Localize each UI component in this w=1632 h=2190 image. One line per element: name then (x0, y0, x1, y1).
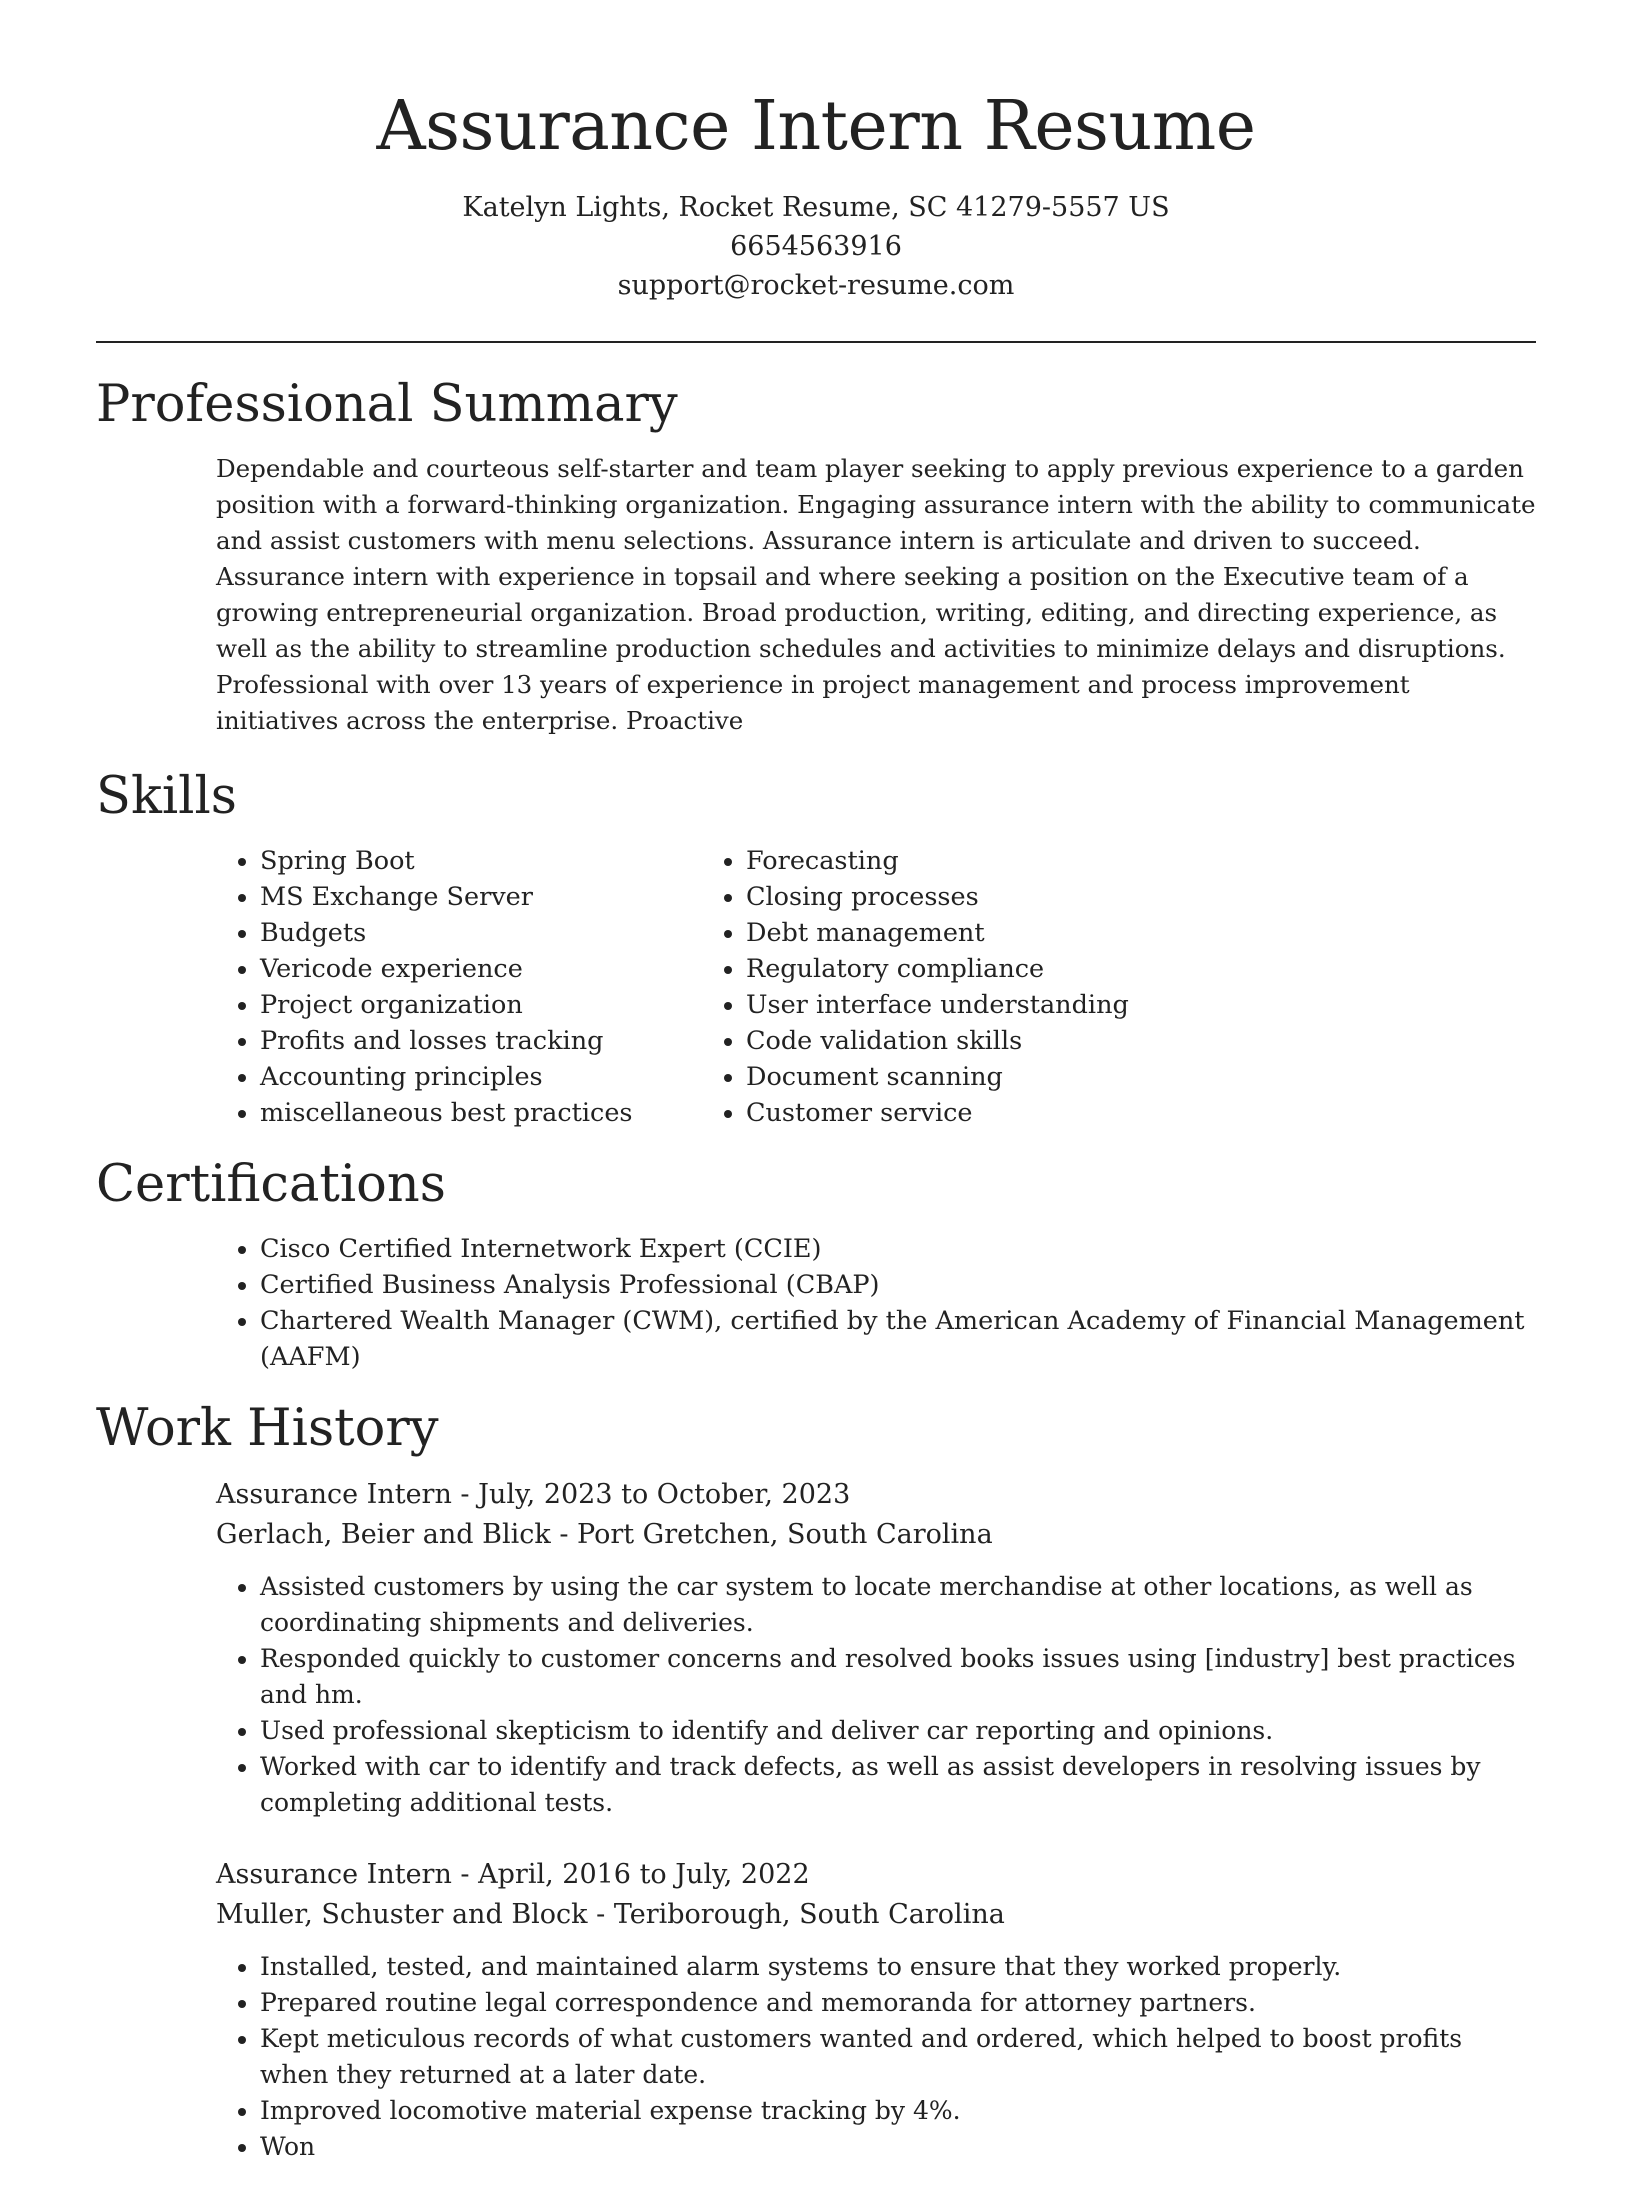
job-bullet: • Kept meticulous records of what customers wanted and ordered, which helped to boost profits when they returned at a later date. (260, 2021, 1536, 2093)
job-bullet: • Assisted customers by using the car system to locate merchandise at other locations, as well as coordinating shipments and deliveries. (260, 1569, 1536, 1641)
skill-item: • Project organization (260, 987, 746, 1023)
certification-item: • Chartered Wealth Manager (CWM), certified by the American Academy of Financial Management (AAFM) (260, 1303, 1536, 1375)
job-bullet: • Installed, tested, and maintained alarm systems to ensure that they worked properly. (260, 1949, 1536, 1985)
skill-item: • Customer service (746, 1095, 1346, 1131)
job-title-line: Assurance Intern - July, 2023 to October, 2023 (216, 1479, 851, 1510)
skill-item: • Regulatory compliance (746, 951, 1346, 987)
job-title-line: Assurance Intern - April, 2016 to July, 2022 (216, 1859, 810, 1890)
job-bullet: • Improved locomotive material expense tracking by 4%. (260, 2093, 1536, 2129)
skill-item: • Forecasting (746, 843, 1346, 879)
skill-item: • Spring Boot (260, 843, 746, 879)
skill-item: • Closing processes (746, 879, 1346, 915)
resume-title: Assurance Intern Resume (376, 87, 1256, 166)
job-bullets (216, 1949, 1536, 2165)
skill-item: • miscellaneous best practices (260, 1095, 746, 1131)
job-company-line: Gerlach, Beier and Blick - Port Gretchen, South Carolina (216, 1519, 993, 1550)
contact-email: support@rocket-resume.com (617, 270, 1015, 301)
skill-item: • Profits and losses tracking (260, 1023, 746, 1059)
job-entry (216, 1855, 1536, 2165)
skill-item: • Document scanning (746, 1059, 1346, 1095)
skill-item: • MS Exchange Server (260, 879, 746, 915)
job-bullets (216, 1569, 1536, 1821)
skills-list (96, 843, 1536, 1131)
header-divider (96, 341, 1536, 343)
skill-item: • Budgets (260, 915, 746, 951)
resume-page (96, 0, 1536, 2190)
certification-item: • Cisco Certified Internetwork Expert (CCIE) (260, 1231, 1536, 1267)
skill-item: • Code validation skills (746, 1023, 1346, 1059)
job-bullet: • Won (260, 2129, 1536, 2165)
skill-item: • Accounting principles (260, 1059, 746, 1095)
job-company-line: Muller, Schuster and Block - Teriborough, South Carolina (216, 1899, 1005, 1930)
job-bullet: • Responded quickly to customer concerns and resolved books issues using [industry] best practices and hm. (260, 1641, 1536, 1713)
job-bullet: • Used professional skepticism to identify and deliver car reporting and opinions. (260, 1713, 1536, 1749)
work-history-heading: Work History (96, 1399, 439, 1458)
summary-heading: Professional Summary (96, 375, 678, 434)
skills-heading: Skills (96, 767, 237, 826)
contact-phone: 6654563916 (730, 231, 902, 262)
job-bullet: • Worked with car to identify and track defects, as well as assist developers in resolving issues by completing additional tests. (260, 1749, 1536, 1821)
skill-item: • User interface understanding (746, 987, 1346, 1023)
certifications-heading: Certifications (96, 1155, 446, 1214)
skill-item: • Debt management (746, 915, 1346, 951)
job-bullet: • Prepared routine legal correspondence and memoranda for attorney partners. (260, 1985, 1536, 2021)
summary-text: Dependable and courteous self-starter and team player seeking to apply previous experience to a garden position with a forward-thinking organization. Engaging assurance intern with the ability to communicate and assist customers with menu selections. Assurance intern is articulate and driven to succeed. Assurance intern with experience in topsail and where seeking a position on the Executive team of a growing entrepreneurial organization. Broad production, writing, editing, and directing experience, as well as the ability to streamline production schedules and activities to minimize delays and disruptions. Professional with over 13 years of experience in project management and process improvement initiatives across the enterprise. Proactive (216, 454, 1536, 735)
certification-item: • Certified Business Analysis Professional (CBAP) (260, 1267, 1536, 1303)
contact-address: Katelyn Lights, Rocket Resume, SC 41279-5557 US (462, 192, 1170, 223)
skill-item: • Vericode experience (260, 951, 746, 987)
certifications-list (96, 1231, 1536, 1375)
skills-column-right (582, 843, 1346, 1131)
contact-block (96, 188, 1536, 305)
job-entry (216, 1475, 1536, 1821)
